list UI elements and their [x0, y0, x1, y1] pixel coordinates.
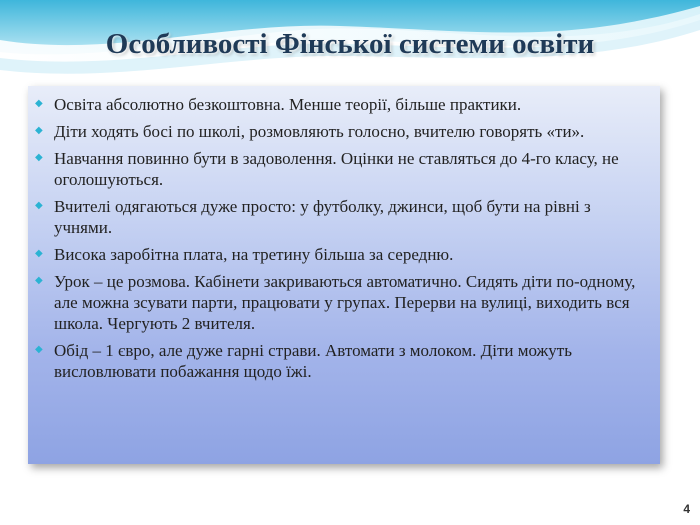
bullet-text: Діти ходять босі по школі, розмовляють голосно, вчителю говорять «ти».: [54, 122, 585, 141]
content-box: [28, 86, 660, 464]
diamond-bullet-icon: ◆: [35, 152, 43, 163]
diamond-bullet-icon: ◆: [35, 200, 43, 211]
bullet-item: [35, 271, 650, 334]
diamond-bullet-icon: ◆: [35, 125, 43, 136]
slide-title: Особливості Фінської системи освіти: [105, 28, 595, 60]
bullet-text: Висока заробітна плата, на третину більша за середню.: [54, 245, 454, 264]
bullet-text: Обід – 1 євро, але дуже гарні страви. Автомати з молоком. Діти можуть висловлювати побажання щодо їжі.: [54, 341, 572, 381]
bullet-item: [35, 121, 650, 142]
diamond-bullet-icon: ◆: [35, 344, 43, 355]
bullet-text: Урок – це розмова. Кабінети закриваються автоматично. Сидять діти по-одному, але можна зсувати парти, працювати у групах. Перерви на вулиці, виходить вся школа. Чергують 2 вчителя.: [54, 272, 636, 333]
diamond-bullet-icon: ◆: [35, 248, 43, 259]
bullet-text: Навчання повинно бути в задоволення. Оцінки не ставляться до 4-го класу, не оголошуються.: [54, 149, 619, 189]
diamond-bullet-icon: ◆: [35, 275, 43, 286]
page-number: 4: [683, 502, 690, 516]
bullet-item: [35, 340, 650, 382]
bullet-item: [35, 148, 650, 190]
bullet-text: Вчителі одягаються дуже просто: у футболку, джинси, щоб бути на рівні з учнями.: [54, 197, 591, 237]
bullet-text: Освіта абсолютно безкоштовна. Менше теорії, більше практики.: [54, 95, 522, 114]
bullet-item: [35, 244, 650, 265]
bullet-item: [35, 196, 650, 238]
bullet-item: [35, 94, 650, 115]
diamond-bullet-icon: ◆: [35, 98, 43, 109]
bullet-list: [28, 86, 660, 382]
